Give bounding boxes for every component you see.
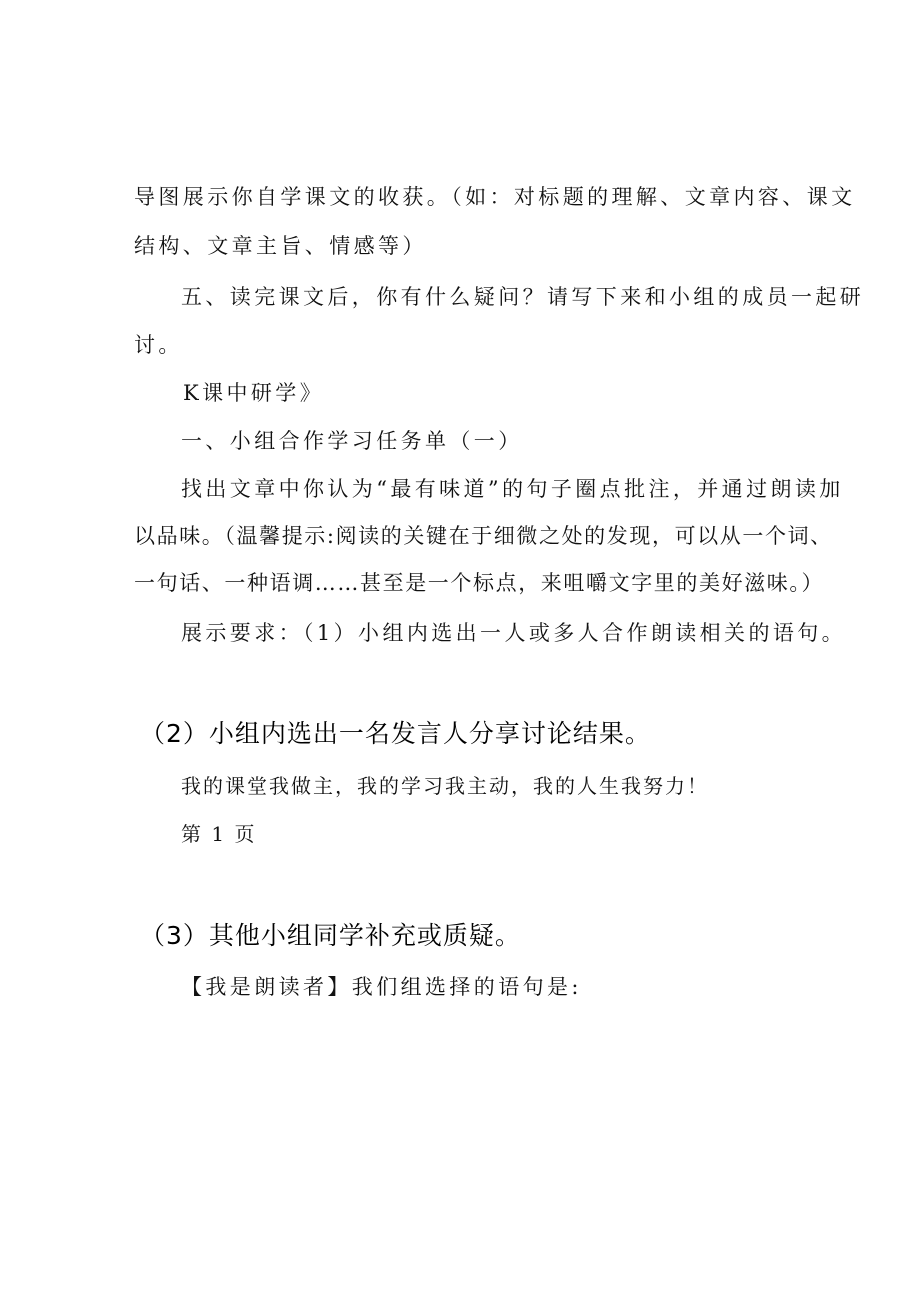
requirement-1: 展示要求：（1）小组内选出一人或多人合作朗读相关的语句。: [181, 621, 847, 645]
task-body-line-3: 一句话、一种语调……甚至是一个标点，来咀嚼文字里的美好滋味。）: [134, 571, 825, 595]
intro-line-2: 结构、文章主旨、情感等）: [134, 234, 427, 258]
task-body-line-2: 以品味。（温馨提示:阅读的关键在于细微之处的发现，可以从一个词、: [134, 524, 833, 548]
task-title: 一、小组合作学习任务单（一）: [181, 429, 523, 453]
reader-prompt: 【我是朗读者】我们组选择的语句是:: [181, 975, 582, 999]
intro-line-1: 导图展示你自学课文的收获。（如：对标题的理解、文章内容、课文: [134, 185, 856, 209]
section-title: K课中研学》: [183, 381, 325, 405]
task-body-line-1: 找出文章中你认为“最有味道”的句子圈点批注，并通过朗读加: [181, 477, 844, 501]
question-five-line-1: 五、读完课文后，你有什么疑问？请写下来和小组的成员一起研: [181, 285, 865, 309]
requirement-2-heading: （2）小组内选出一名发言人分享讨论结果。: [140, 719, 651, 748]
requirement-3-heading: （3）其他小组同学补充或质疑。: [140, 921, 521, 950]
motto: 我的课堂我做主，我的学习我主动，我的人生我努力！: [181, 774, 709, 798]
question-five-line-2: 讨。: [134, 333, 183, 357]
page-number: 第 1 页: [181, 822, 257, 846]
